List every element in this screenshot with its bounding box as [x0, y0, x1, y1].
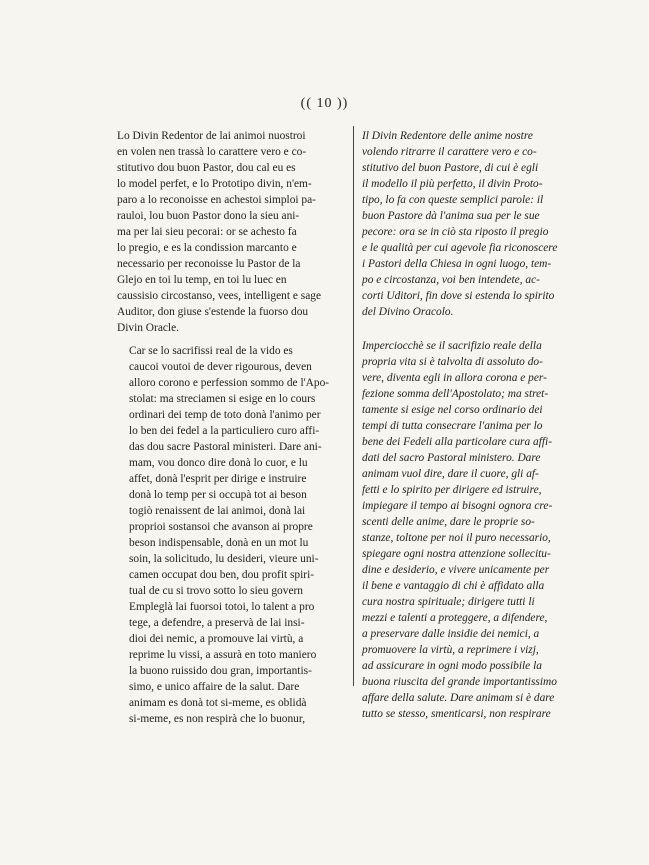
text-line: mezzi e talenti a proteggere, a difendere,	[362, 612, 548, 624]
text-line: soin, la solicitudo, lu desideri, vieure uni-	[129, 553, 319, 565]
text-line: simo, e unico affaire de la salut. Dare	[129, 681, 300, 693]
text-line: tege, a defendre, a preservà de lai insi-	[129, 617, 305, 629]
text-line: en volen nen trassà lo carattere vero e co-	[117, 146, 307, 158]
text-line: tamente si esige nel corso ordinario dei	[362, 404, 543, 416]
text-line: animam es donà tot si-meme, es oblidà	[129, 697, 307, 709]
text-line: lo ben dei fedel a la particuliero curo affi-	[129, 425, 320, 437]
text-line: Divin Oracle.	[117, 322, 179, 334]
text-line: impiegare il tempo ai bisogni ognora cre-	[362, 500, 553, 512]
text-line: rauloi, lou buon Pastor dono la sieu ani-	[117, 210, 300, 222]
text-line: lo pregio, e es la condission marcanto e	[117, 242, 297, 254]
text-line: donà lo temp per si occupà tot ai beson	[129, 489, 307, 501]
text-line: dine e desiderio, e vivere unicamente per	[362, 564, 550, 576]
text-line: pecore: ora se in ciò sta riposto il pregio	[362, 226, 549, 238]
text-line: tipo, lo fa con queste semplici parole: il	[362, 194, 544, 206]
text-line: stitutivo dou buon Pastor, dou cal eu es	[117, 162, 296, 174]
text-line: caucoi voutoi de dever rigourous, deven	[129, 361, 312, 373]
text-line: buon Pastore dà l'anima sua per le sue	[362, 210, 540, 222]
text-line: animam vuol dire, dare il cuore, gli af-	[362, 468, 539, 480]
text-line: togiò renaissent de lai animoi, donà lai	[129, 505, 306, 517]
text-line: e le qualità per cui agevole fia riconoscere	[362, 242, 558, 254]
text-line: Car se lo sacrifissi real de la vido es	[129, 345, 293, 357]
text-line: Glejo en toi lu temp, en toi lu luec en	[117, 274, 287, 286]
text-line: das dou sacre Pastoral ministeri. Dare ani-	[129, 441, 322, 453]
text-line: ma per lai sieu pecorai: or se achesto fa	[117, 226, 297, 238]
text-line: stolat: ma streciamen si esige en lo cours	[129, 393, 316, 405]
text-line: spiegare ogni nostra attenzione sollecitu-	[362, 548, 551, 560]
text-line: Empleglà lai fuorsoi totoi, lo talent a pro	[129, 601, 315, 613]
text-line: proprioi sostansoi che avanson ai propre	[129, 521, 313, 533]
text-line: stitutivo del buon Pastore, di cui è egli	[362, 162, 539, 174]
text-line: propria vita si è talvolta di assoluto do-	[362, 356, 543, 368]
text-line: beson indispensable, donà en un mot lu	[129, 537, 309, 549]
text-line: stanze, toltone per noi il puro necessario,	[362, 532, 551, 544]
text-line: buona riuscita del grande importantissimo	[362, 676, 557, 688]
text-line: tual de cu si trovo sotto lo sieu govern	[129, 585, 303, 597]
text-line: si-meme, es non respirà che lo buonur,	[129, 713, 306, 725]
text-line: vere, diventa egli in allora corona e per-	[362, 372, 547, 384]
text-line: necessario per reconoisse lu Pastor de la	[117, 258, 301, 270]
text-line: Lo Divin Redentor de lai animoi nuostroi	[117, 130, 306, 142]
text-line: reprime lu vissi, a assurà en toto maniero	[129, 649, 317, 661]
text-line: Auditor, don giuse s'estende la fuorso dou	[117, 306, 309, 318]
column-divider	[353, 126, 354, 686]
text-line: corti Uditori, fin dove si estenda lo spirito	[362, 290, 555, 302]
text-line: ordinari dei temp de toto donà l'animo per	[129, 409, 321, 421]
text-line: del Divino Oracolo.	[362, 306, 454, 318]
text-line: il bene e vantaggio di chi è affidato alla	[362, 580, 545, 592]
text-line: cura nostra spirituale; dirigere tutti li	[362, 596, 535, 608]
text-line: fetti e lo spirito per dirigere ed istruire,	[362, 484, 542, 496]
right-paragraph-2	[362, 338, 588, 722]
text-line: ad assicurare in ogni modo possibile la	[362, 660, 542, 672]
text-line: lo model perfet, e lo Prototipo divin, n'em-	[117, 178, 312, 190]
page-number: (( 10 ))	[300, 96, 349, 111]
text-line: po e circostanza, voi ben intendete, ac-	[362, 274, 540, 286]
text-line: volendo ritrarre il carattere vero e co-	[362, 146, 537, 158]
text-line: Imperciocchè se il sacrifizio reale della	[362, 340, 542, 352]
right-paragraph-1	[362, 128, 588, 320]
text-line: alloro corono e perfession sommo de l'Apo-	[129, 377, 330, 389]
text-line: tutto se stesso, smenticarsi, non respirare	[362, 708, 551, 720]
right-column-italian	[362, 128, 588, 729]
left-paragraph-2	[117, 343, 343, 727]
text-line: bene dei Fedeli alla particolare cura affi-	[362, 436, 553, 448]
text-line: a preservare dalle insidie dei nemici, a	[362, 628, 540, 640]
text-line: scenti delle anime, dare le proprie so-	[362, 516, 535, 528]
text-line: il modello il più perfetto, il divin Proto-	[362, 178, 543, 190]
text-line: dati del sacro Pastoral ministero. Dare	[362, 452, 541, 464]
left-column-provencal	[117, 128, 343, 734]
text-line: Il Divin Redentore delle anime nostre	[362, 130, 533, 142]
text-line: mam, vou donco dire donà lo cuor, e lu	[129, 457, 308, 469]
text-line: tempi di tutta consecrare l'anima per lo	[362, 420, 543, 432]
text-line: fezione somma dell'Apostolato; ma stret-	[362, 388, 549, 400]
text-line: affare della salute. Dare animam si è dare	[362, 692, 555, 704]
text-line: i Pastori della Chiesa in ogni luogo, tem-	[362, 258, 552, 270]
text-line: caussisio circostanso, vees, intelligent e sage	[117, 290, 322, 302]
text-line: promuovere la virtù, a reprimere i vizj,	[362, 644, 539, 656]
text-line: la buono ruissido dou gran, importantis-	[129, 665, 312, 677]
text-line: dioi dei nemic, a promouve lai virtù, a	[129, 633, 304, 645]
text-line: camen occupat dou ben, dou profit spiri-	[129, 569, 315, 581]
text-line: affet, donà l'esprit per dirige e instruire	[129, 473, 307, 485]
left-paragraph-1	[117, 128, 343, 336]
text-line: paro a lo reconoisse en achestoi simploi pa-	[117, 194, 316, 206]
